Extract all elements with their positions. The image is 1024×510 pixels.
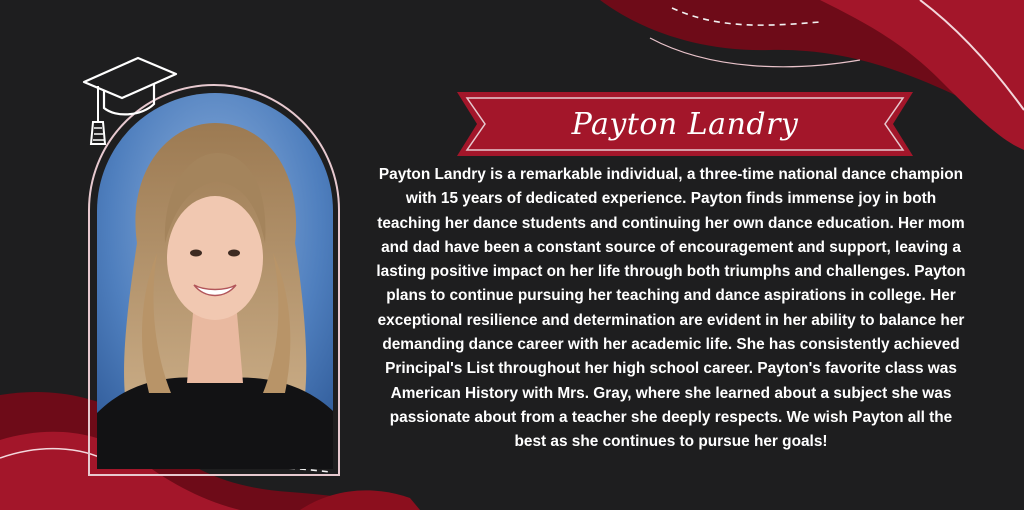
student-name: Payton Landry	[571, 106, 799, 142]
portrait-photo	[97, 93, 333, 469]
name-banner	[457, 88, 913, 160]
student-bio: Payton Landry is a remarkable individual, a three-time national dance champion with 15 years of dedicated experience. Payton finds immense joy in both teaching her dance students and continuing her own dance education. Her mom and dad have been a constant source of encouragement and support, leaving a lasting positive impact on her life through both triumphs and challenges. Payton plans to continue pursuing her teaching and dance aspirations in college. Her exceptional resilience and determination are evident in her ability to balance her demanding dance career with her academic life. She has consistently achieved Principal's List throughout her high school career. Payton's favorite class was American History with Mrs. Gray, where she learned about a subject she was passionate about from a teacher she deeply respects. We wish Payton all the best as she continues to pursue her goals!	[376, 166, 966, 451]
graduation-cap-icon	[80, 52, 180, 148]
